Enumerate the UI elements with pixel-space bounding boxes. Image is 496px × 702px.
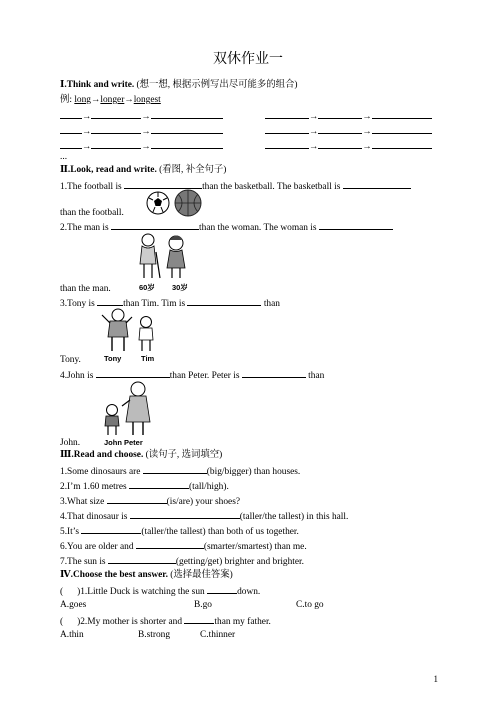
arrow: → <box>141 112 151 122</box>
example-label: 例: <box>60 95 72 105</box>
john-peter-image <box>100 380 158 436</box>
question-2-1 <box>60 179 411 193</box>
arrow: → <box>362 127 372 137</box>
text: (taller/the tallest) in this hall. <box>239 512 349 522</box>
text: (smarter/smartest) than me. <box>203 542 307 552</box>
answer-blank[interactable] <box>130 509 240 519</box>
tony-label: Tony <box>104 354 122 363</box>
text: than Peter. Peter is <box>169 371 240 381</box>
question-2-3 <box>60 296 280 310</box>
answer-blank[interactable] <box>184 614 214 624</box>
answer-blank[interactable] <box>187 296 261 306</box>
list-item <box>60 464 300 478</box>
blank-row <box>265 139 432 153</box>
text: )1.Little Duck is watching the sun <box>77 587 205 597</box>
text: than the woman. The woman is <box>199 223 317 233</box>
tim-label: Tim <box>141 354 155 363</box>
section-3-instruction: (读句子, 选词填空) <box>145 450 223 460</box>
arrow: → <box>309 127 319 137</box>
question-2-2-end: than the man. <box>60 284 111 294</box>
option-c[interactable]: C.to go <box>296 600 324 610</box>
text: (big/bigger) than houses. <box>206 467 301 477</box>
option-b[interactable]: B.strong <box>138 630 171 640</box>
list-item <box>60 479 229 493</box>
answer-blank[interactable] <box>207 584 237 594</box>
answer-blank[interactable] <box>319 220 393 230</box>
example-word-1: long <box>74 95 91 105</box>
question-4-2 <box>60 614 271 628</box>
option-c[interactable]: C.thinner <box>200 630 236 640</box>
answer-blank[interactable] <box>108 554 176 564</box>
answer-blank[interactable] <box>111 220 199 230</box>
answer-blank[interactable] <box>343 179 411 189</box>
option-b[interactable]: B.go <box>194 600 212 610</box>
text: )2.My mother is shorter and <box>77 617 183 627</box>
section-4-instruction: (选择最佳答案) <box>170 570 233 580</box>
option-row <box>60 599 86 611</box>
question-2-2 <box>60 220 393 234</box>
text: 4.John is <box>60 371 94 381</box>
list-item <box>60 524 299 538</box>
answer-blank[interactable] <box>107 494 167 504</box>
question-2-3-end: Tony. <box>60 355 81 365</box>
section-4-heading <box>60 569 233 581</box>
text: (tall/high). <box>189 482 229 492</box>
section-1-instruction: (想一想, 根据示例写出尽可能多的组合) <box>136 80 298 90</box>
text: down. <box>237 587 261 597</box>
answer-blank[interactable] <box>96 368 170 378</box>
answer-blank[interactable] <box>97 296 123 306</box>
question-2-1-end: than the football. <box>60 208 124 218</box>
section-2-instruction: (看图, 补全句子) <box>159 165 227 175</box>
arrow: → <box>309 112 319 122</box>
question-4-1 <box>60 584 260 598</box>
arrow: → <box>362 142 372 152</box>
arrow: → <box>362 112 372 122</box>
arrow: → <box>141 142 151 152</box>
list-item <box>60 554 304 568</box>
john-label: John <box>104 438 122 447</box>
option-a[interactable]: A.thin <box>60 630 84 640</box>
text: 6.You are older and <box>60 542 134 552</box>
text: 2.I’m 1.60 metres <box>60 482 127 492</box>
text: than the basketball. The basketball is <box>202 182 341 192</box>
text: than <box>263 299 280 309</box>
arrow: → <box>82 142 92 152</box>
text: 7.The sun is <box>60 557 106 567</box>
arrow: → <box>91 95 101 105</box>
example-line <box>60 94 161 106</box>
peter-label: Peter <box>124 438 143 447</box>
age-label-man: 60岁 <box>139 283 155 292</box>
blank-row <box>60 109 223 123</box>
section-2-title: Ⅱ.Look, read and write. <box>60 165 157 175</box>
blank-row <box>265 124 432 138</box>
text: ( <box>60 587 64 597</box>
section-4-title: Ⅳ.Choose the best answer. <box>60 570 168 580</box>
arrow: → <box>82 112 92 122</box>
text: (taller/the tallest) than both of us together. <box>141 527 299 537</box>
football-basketball-image <box>146 189 204 217</box>
answer-blank[interactable] <box>81 524 141 534</box>
section-1-title: Ⅰ.Think and write. <box>60 80 135 90</box>
page-number: 1 <box>433 674 438 684</box>
section-1-heading <box>60 79 297 91</box>
answer-blank[interactable] <box>242 368 306 378</box>
arrow: → <box>141 127 151 137</box>
tony-tim-image <box>100 307 160 353</box>
text: than <box>308 371 325 381</box>
answer-blank[interactable] <box>136 539 204 549</box>
text: 1.Some dinosaurs are <box>60 467 141 477</box>
answer-blank[interactable] <box>124 179 202 189</box>
text: ( <box>60 617 64 627</box>
text: 1.The football is <box>60 182 122 192</box>
text: than Tim. Tim is <box>123 299 186 309</box>
text: 5.It’s <box>60 527 80 537</box>
text: (is/are) your shoes? <box>166 497 241 507</box>
blank-row <box>60 124 223 138</box>
example-word-3: longest <box>133 95 161 105</box>
ellipsis: ... <box>60 152 68 162</box>
section-3-heading <box>60 449 222 461</box>
list-item <box>60 539 307 553</box>
text: (getting/get) brighter and brighter. <box>175 557 305 567</box>
answer-blank[interactable] <box>143 464 207 474</box>
text: 2.The man is <box>60 223 109 233</box>
page-title: 双休作业一 <box>213 52 283 67</box>
example-word-2: longer <box>100 95 125 105</box>
text: 3.What size <box>60 497 105 507</box>
arrow: → <box>309 142 319 152</box>
answer-blank[interactable] <box>129 479 189 489</box>
section-2-heading <box>60 164 226 176</box>
man-woman-image <box>134 232 194 282</box>
list-item <box>60 509 348 523</box>
list-item <box>60 494 240 508</box>
text: than my father. <box>214 617 271 627</box>
blank-row <box>265 109 432 123</box>
question-2-4-end: John. <box>60 438 81 448</box>
age-label-woman: 30岁 <box>172 283 188 292</box>
arrow: → <box>124 95 134 105</box>
blank-row <box>60 139 223 153</box>
arrow: → <box>82 127 92 137</box>
option-a[interactable]: A.goes <box>60 600 87 610</box>
section-3-title: Ⅲ.Read and choose. <box>60 450 144 460</box>
text: 4.That dinosaur is <box>60 512 128 522</box>
text: 3.Tony is <box>60 299 95 309</box>
